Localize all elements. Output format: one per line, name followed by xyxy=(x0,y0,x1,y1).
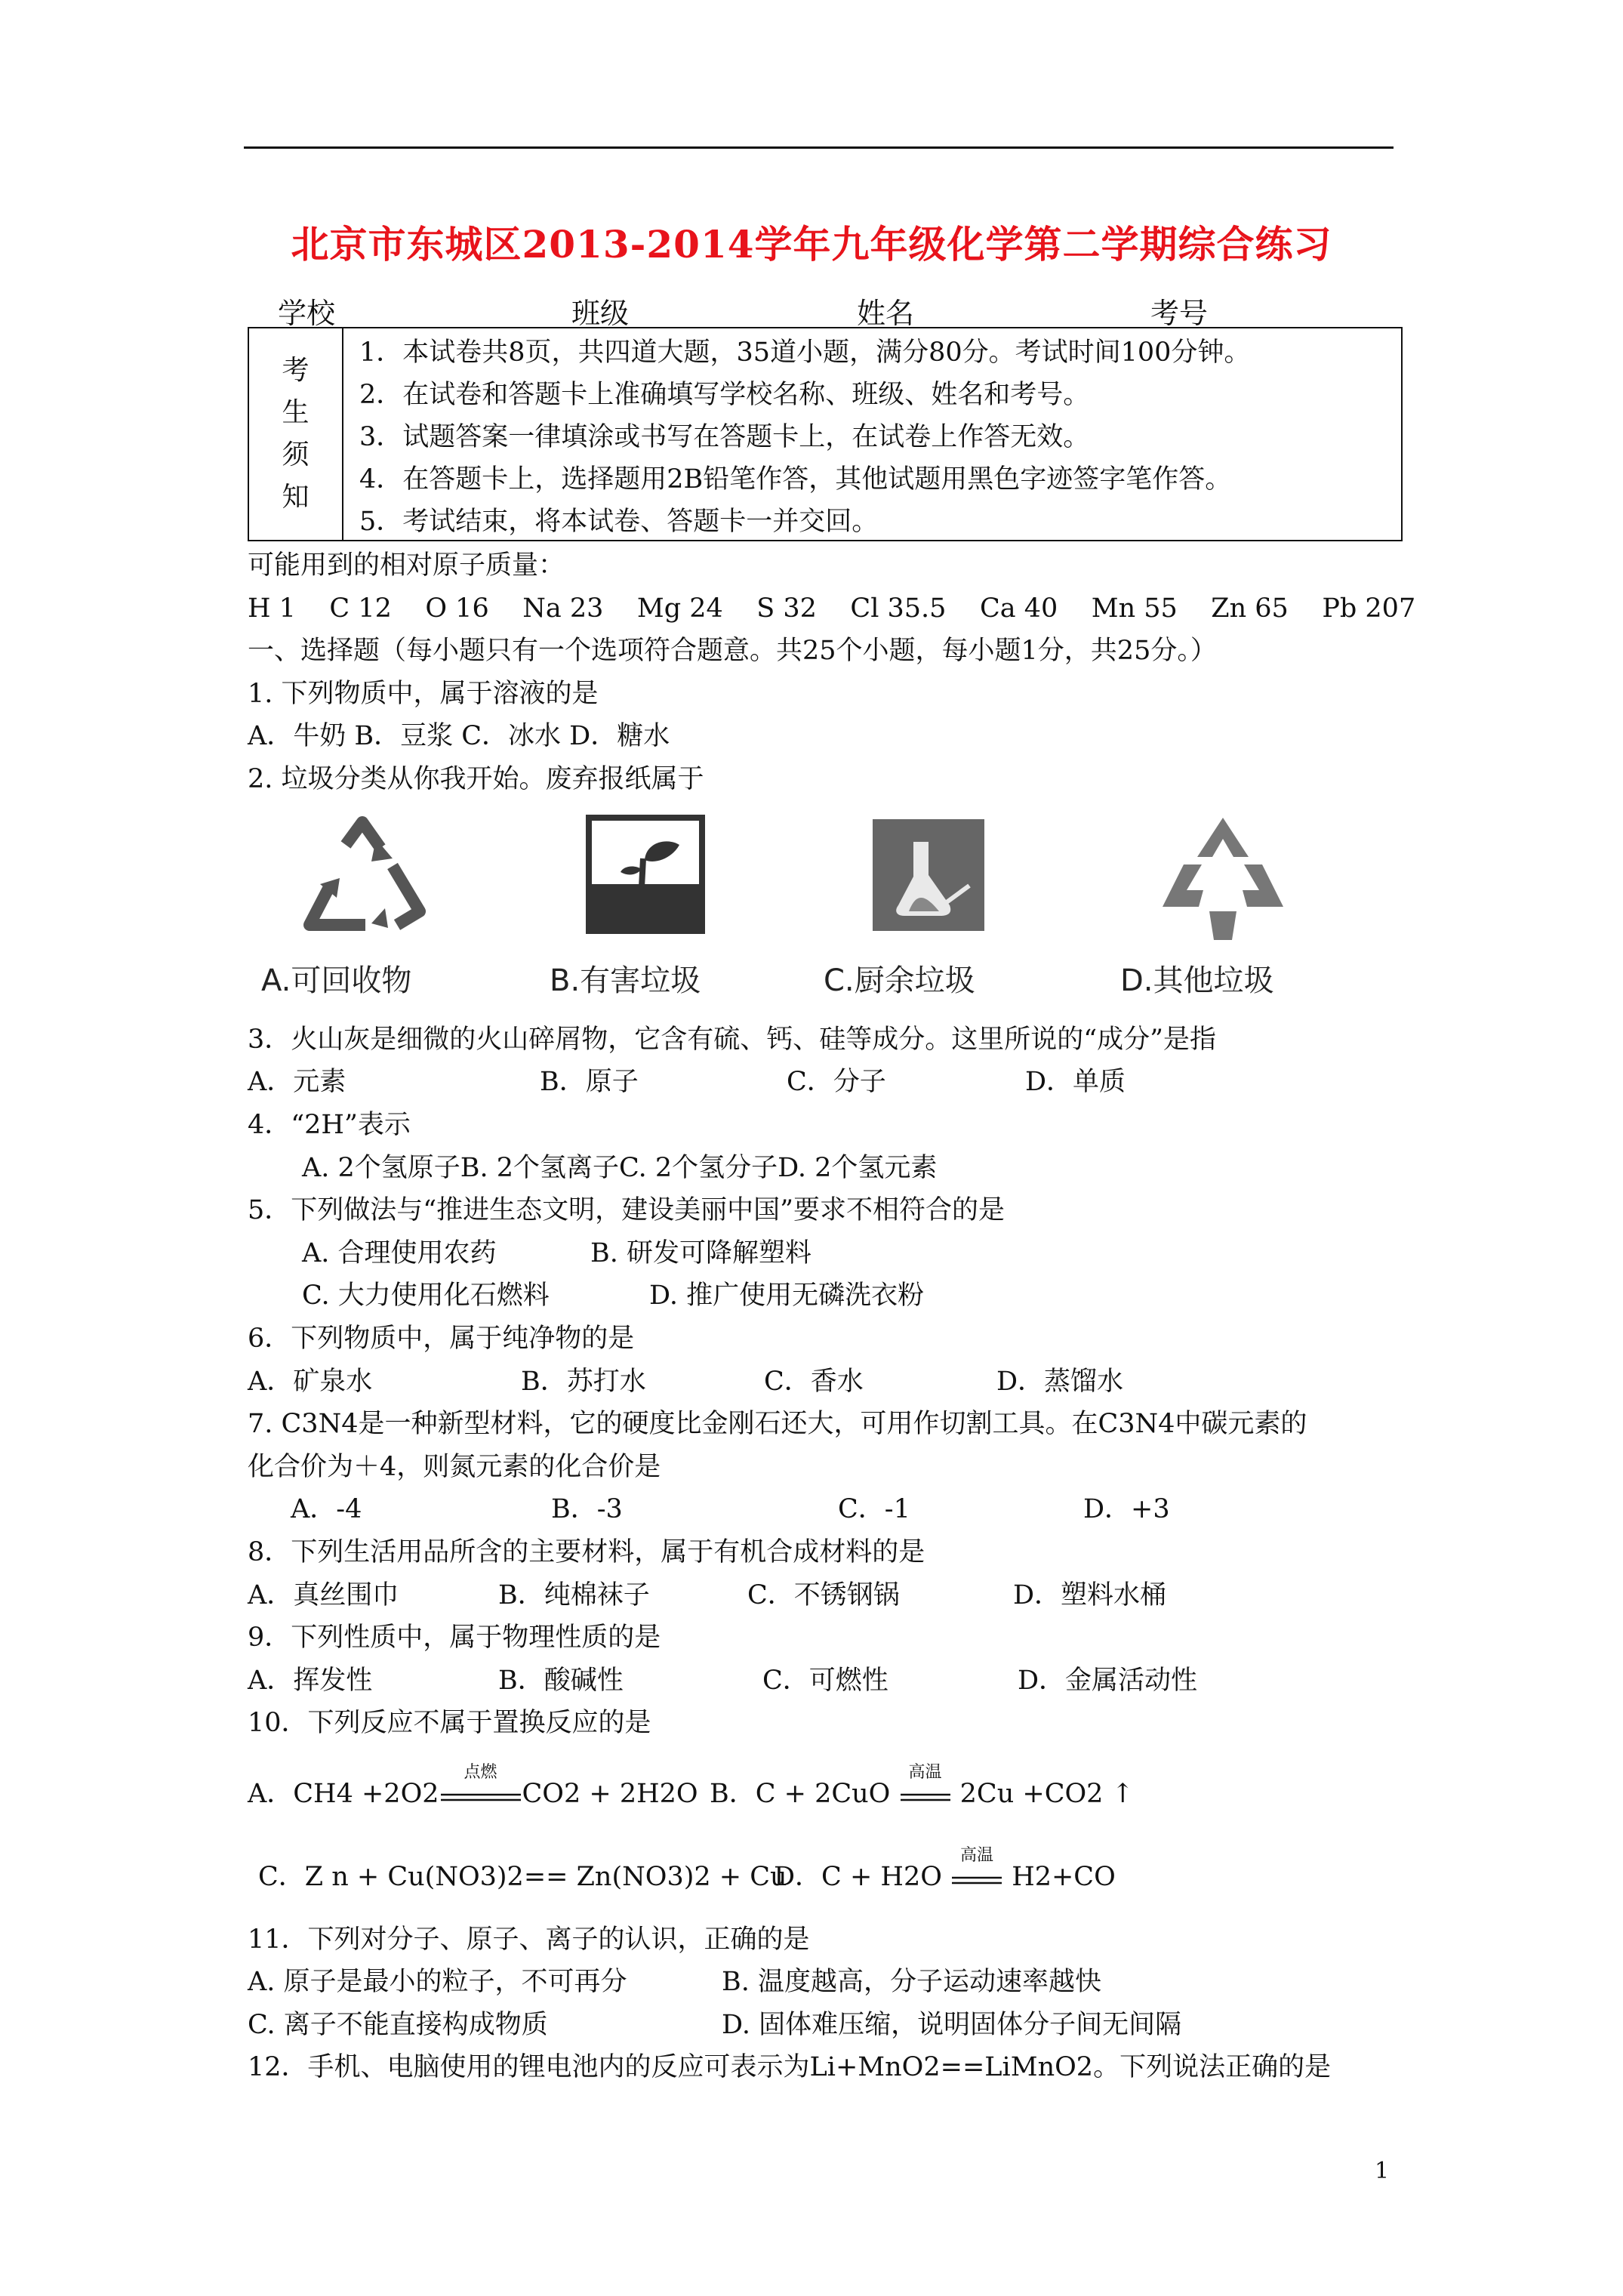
option: C．不锈钢锅 xyxy=(747,1580,900,1610)
question-stem: 7. C3N4是一种新型材料，它的硬度比金刚石还大，可用作切割工具。在C3N4中碳元素的 xyxy=(248,1409,1307,1439)
kitchen-waste-icon xyxy=(856,812,1007,948)
option: C. 离子不能直接构成物质 xyxy=(248,2010,548,2040)
option: C．-1 xyxy=(838,1494,910,1524)
question-stem: 9．下列性质中，属于物理性质的是 xyxy=(248,1623,661,1653)
reaction-c: C．Z n + Cu(NO3)2== Zn(NO3)2 + Cu xyxy=(258,1862,787,1892)
option: A．挥发性 xyxy=(248,1666,373,1696)
option: A. 合理使用农药 xyxy=(302,1238,497,1268)
option: D．金属活动性 xyxy=(1018,1666,1198,1696)
page-title: 北京市东城区2013-2014学年九年级化学第二学期综合练习 xyxy=(291,222,1332,267)
exam-notice-box xyxy=(248,327,1403,541)
option: D．蒸馏水 xyxy=(996,1367,1124,1397)
option-label: A.可回收物 xyxy=(261,963,412,998)
notice-item: 4．在答题卡上，选择题用2B铅笔作答，其他试题用黑色字迹签字笔作答。 xyxy=(359,464,1232,495)
option: D. 固体难压缩，说明固体分子间无间隔 xyxy=(722,2010,1182,2040)
section-heading: 一、选择题（每小题只有一个选项符合题意。共25个小题，每小题1分，共25分。） xyxy=(248,636,1217,666)
reaction-condition: 高温 xyxy=(960,1845,994,1865)
page-number: 1 xyxy=(1375,2158,1390,2184)
option: D．单质 xyxy=(1025,1067,1126,1097)
option: C．香水 xyxy=(764,1367,864,1397)
option: C．可燃性 xyxy=(762,1666,888,1696)
option: A．元素 xyxy=(248,1067,346,1097)
option: C. 大力使用化石燃料 xyxy=(302,1281,550,1311)
option: B．原子 xyxy=(540,1067,639,1097)
field-school: 学校 xyxy=(278,297,336,330)
option: B. 温度越高，分子运动速率越快 xyxy=(722,1967,1101,1997)
question-stem: 化合价为＋4，则氮元素的化合价是 xyxy=(248,1452,661,1482)
recycle-icon xyxy=(287,812,438,948)
question-stem: 1. 下列物质中，属于溶液的是 xyxy=(248,679,599,709)
option: D．塑料水桶 xyxy=(1013,1580,1167,1610)
field-class: 班级 xyxy=(571,297,630,330)
notice-item: 1．本试卷共8页，共四道大题，35道小题，满分80分。考试时间100分钟。 xyxy=(359,337,1251,368)
question-stem: 6．下列物质中，属于纯净物的是 xyxy=(248,1324,635,1354)
option: C．分子 xyxy=(787,1067,886,1097)
question-stem: 11．下列对分子、原子、离子的认识，正确的是 xyxy=(248,1925,810,1955)
notice-item: 3．试题答案一律填涂或书写在答题卡上，在试卷上作答无效。 xyxy=(359,422,1090,452)
atomic-mass-label: 可能用到的相对原子质量： xyxy=(248,550,565,581)
waste-sorting-icons xyxy=(248,812,1395,1015)
question-stem: 3．火山灰是细微的火山碎屑物，它含有硫、钙、硅等成分。这里所说的“成分”是指 xyxy=(248,1025,1217,1055)
atomic-mass-list: H 1 C 12 O 16 Na 23 Mg 24 S 32 Cl 35.5 Ca 40 Mn 55 Zn 65 Pb 207 xyxy=(248,593,1416,624)
notice-item: 2．在试卷和答题卡上准确填写学校名称、班级、姓名和考号。 xyxy=(359,380,1090,410)
hazardous-waste-icon xyxy=(574,812,725,948)
option-label: C.厨余垃圾 xyxy=(824,963,975,998)
option: A. 原子是最小的粒子，不可再分 xyxy=(248,1967,627,1997)
question-stem: 2. 垃圾分类从你我开始。废弃报纸属于 xyxy=(248,764,704,794)
option: B. 研发可降解塑料 xyxy=(590,1238,812,1268)
notice-list xyxy=(359,331,1394,543)
question-stem: 8．下列生活用品所含的主要材料，属于有机合成材料的是 xyxy=(248,1537,925,1567)
field-name: 姓名 xyxy=(857,297,915,330)
option: A．矿泉水 xyxy=(248,1367,373,1397)
notice-item: 5．考试结束，将本试卷、答题卡一并交回。 xyxy=(359,507,879,537)
question-stem: 4．“2H”表示 xyxy=(248,1110,411,1140)
option: B．酸碱性 xyxy=(498,1666,624,1696)
reaction-condition: 点燃 xyxy=(463,1762,497,1782)
top-rule xyxy=(244,146,1394,149)
other-waste-icon xyxy=(1147,812,1298,948)
notice-heading: 考 生 须 知 xyxy=(249,328,343,540)
question-stem: 10．下列反应不属于置换反应的是 xyxy=(248,1708,651,1738)
option: B．-3 xyxy=(551,1494,623,1524)
question-stem: 12．手机、电脑使用的锂电池内的反应可表示为Li+MnO2==LiMnO2。下列说法正确的是 xyxy=(248,2052,1332,2082)
option: A．真丝围巾 xyxy=(248,1580,399,1610)
reaction-a: A．CH4 +2O2 点燃 CO2 + 2H2O xyxy=(248,1775,698,1814)
option: B．纯棉袜子 xyxy=(498,1580,650,1610)
option-label: B.有害垃圾 xyxy=(550,963,701,998)
reaction-condition: 高温 xyxy=(908,1762,942,1782)
option-label: D.其他垃圾 xyxy=(1120,963,1274,998)
option: D．+3 xyxy=(1083,1494,1170,1524)
field-exam-number: 考号 xyxy=(1150,297,1209,330)
option: D. 推广使用无磷洗衣粉 xyxy=(649,1281,925,1311)
question-options: A．牛奶 B．豆浆 C．冰水 D．糖水 xyxy=(248,721,670,751)
question-stem: 5．下列做法与“推进生态文明，建设美丽中国”要求不相符合的是 xyxy=(248,1195,1006,1225)
reaction-d: D．C + H2O 高温 H2+CO xyxy=(774,1858,1116,1897)
question-options: A. 2个氢原子B. 2个氢离子C. 2个氢分子D. 2个氢元素 xyxy=(302,1153,938,1183)
reaction-b: B．C + 2CuO 高温 2Cu +CO2 ↑ xyxy=(710,1775,1134,1814)
option: B．苏打水 xyxy=(521,1367,646,1397)
option: A．-4 xyxy=(291,1494,362,1524)
